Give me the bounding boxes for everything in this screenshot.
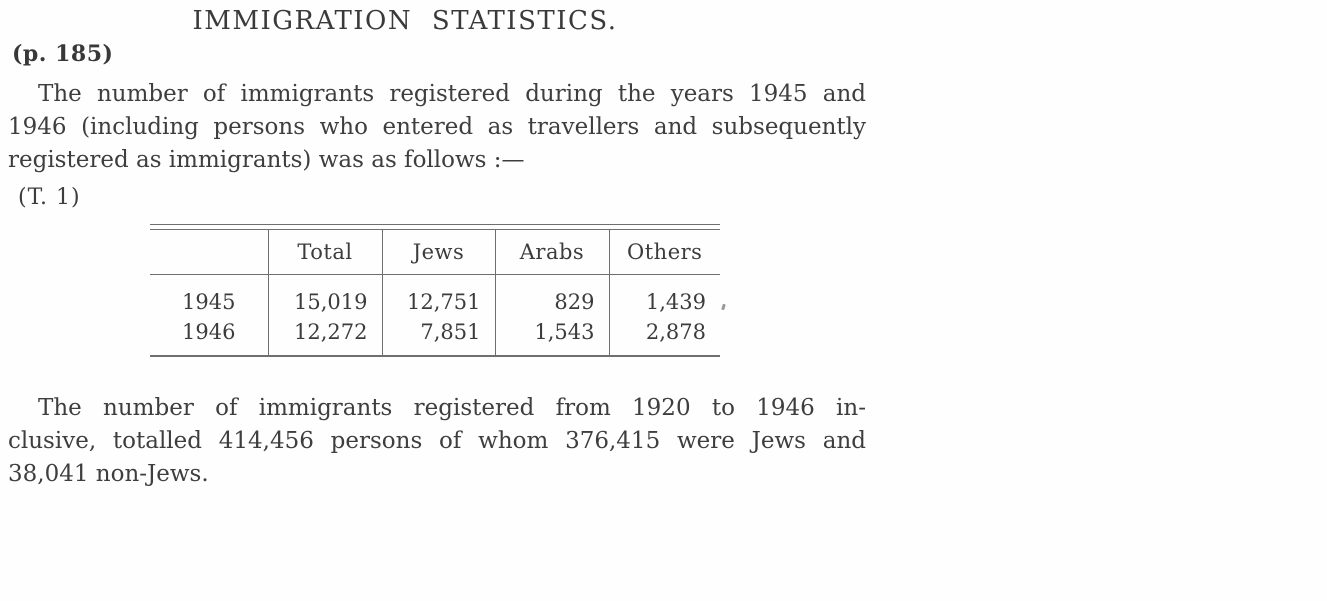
year-cell: 1945 [182,290,236,314]
table-reference-label: (T. 1) [18,185,81,210]
others-cell: 1,439 [609,275,720,318]
column-header-others: Others [609,230,720,275]
table-header-row [150,230,720,275]
others-cell: 2,878 [609,317,720,356]
column-header-total: Total [268,230,382,275]
column-header-arabs: Arabs [495,230,609,275]
table-corner-cell [150,230,268,275]
table-row-1946 [150,317,720,356]
jews-cell: 12,751 [382,275,495,318]
total-cell: 15,019 [268,275,382,318]
summary-paragraph [8,392,866,491]
year-cell: 1946 [150,317,268,356]
column-header-jews: Jews [382,230,495,275]
total-cell: 12,272 [268,317,382,356]
paragraph-line: 1946 (including persons who entered as travellers and subsequently [8,114,866,140]
intro-paragraph [8,78,866,177]
immigration-table [150,230,720,357]
paragraph-line: clusive, totalled 414,456 persons of whom 376,415 were Jews and [8,428,866,454]
scan-artifact [721,304,726,311]
arabs-cell: 1,543 [495,317,609,356]
arabs-cell: 829 [495,275,609,318]
paragraph-line: 38,041 non-Jews. [8,461,209,487]
paragraph-line: The number of immigrants registered from 1920 to 1946 in- [38,395,866,421]
paragraph-line: The number of immigrants registered during the years 1945 and [38,81,866,107]
paragraph-line: registered as immigrants) was as follows :— [8,147,525,173]
page-reference-label: (p. 185) [12,41,114,67]
immigration-table-container [150,224,720,357]
table-row-1945 [150,275,720,318]
jews-cell: 7,851 [382,317,495,356]
page-title: IMMIGRATION STATISTICS. [192,6,618,36]
